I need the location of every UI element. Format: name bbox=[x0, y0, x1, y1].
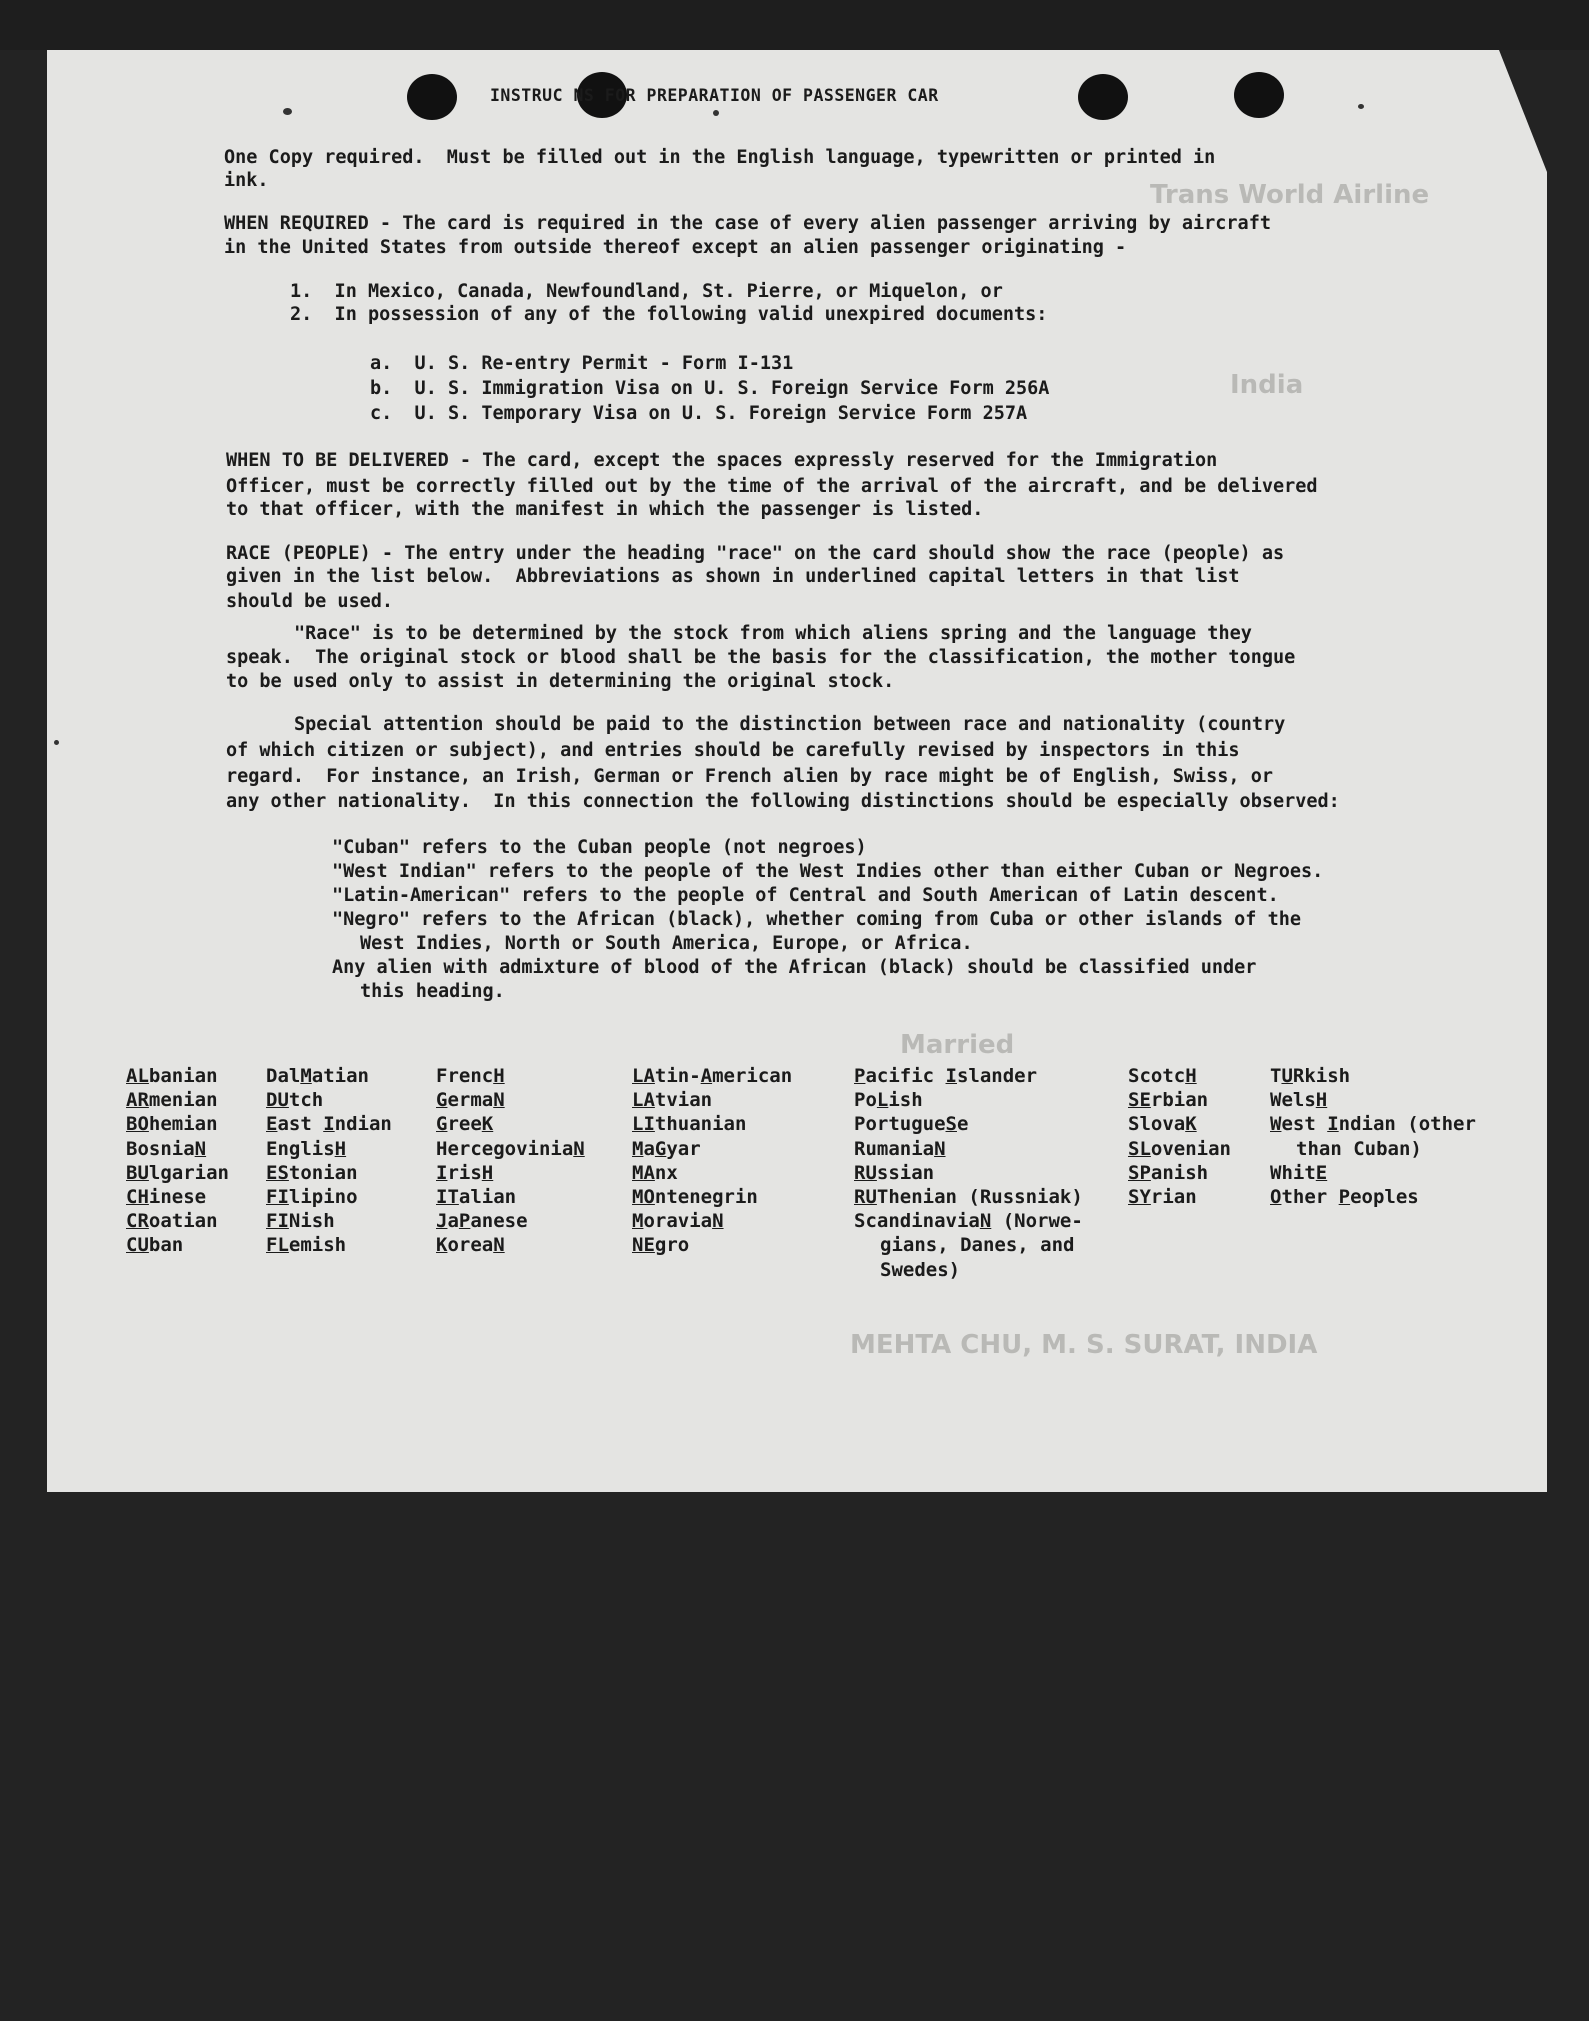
race-entry: GermaN bbox=[436, 1089, 505, 1112]
race-people-line: should be used. bbox=[226, 591, 394, 612]
race-entry: ALbanian bbox=[126, 1065, 218, 1087]
race-entry: ScandinaviaN (Norwe- bbox=[854, 1210, 1083, 1233]
race-entry: HercegoviniaN bbox=[436, 1137, 585, 1160]
distinction-line: this heading. bbox=[360, 981, 505, 1002]
race-entry: TURkish bbox=[1270, 1065, 1351, 1087]
race-people-line: given in the list below. Abbreviations as shown in underlined capital letters in that list bbox=[226, 566, 1240, 587]
race-entry: than Cuban) bbox=[1296, 1137, 1422, 1160]
distinction-line: "Cuban" refers to the Cuban people (not negroes) bbox=[332, 837, 867, 858]
race-entry: MoraviaN bbox=[632, 1210, 724, 1233]
race-entry: BOhemian bbox=[126, 1113, 218, 1136]
bleed-through-text: Trans World Airline bbox=[1150, 180, 1430, 210]
distinctions-list bbox=[332, 836, 1323, 1004]
race-entry: SLovenian bbox=[1128, 1137, 1231, 1160]
race-entry: FLemish bbox=[266, 1234, 347, 1257]
race-entry: ITalian bbox=[436, 1186, 517, 1209]
race-entry: EStonian bbox=[266, 1161, 358, 1184]
race-entry: CHinese bbox=[126, 1186, 207, 1209]
race-entry: RUssian bbox=[854, 1161, 935, 1184]
race-entry: NEgro bbox=[632, 1234, 690, 1257]
race-entry: BUlgarian bbox=[126, 1161, 229, 1184]
race-entry: RUThenian (Russniak) bbox=[854, 1186, 1083, 1209]
race-entry: ScotcH bbox=[1128, 1065, 1197, 1087]
intro-line: One Copy required. Must be filled out in the English language, typewritten or printed in bbox=[224, 147, 1216, 168]
document-item: b. U. S. Immigration Visa on U. S. Foreign Service Form 256A bbox=[370, 378, 1050, 399]
race-column bbox=[632, 1064, 792, 1258]
race-entry: GreeK bbox=[436, 1113, 494, 1136]
race-entry: ARmenian bbox=[126, 1089, 218, 1112]
special-attention-line: any other nationality. In this connection the following distinctions should be especially observed: bbox=[226, 791, 1340, 812]
condition-item: 2. In possession of any of the following valid unexpired documents: bbox=[290, 304, 1048, 325]
race-definition-line: to be used only to assist in determining the original stock. bbox=[226, 671, 895, 692]
race-entry: gians, Danes, and bbox=[880, 1234, 1075, 1257]
race-column bbox=[436, 1064, 585, 1258]
race-entry: DalMatian bbox=[266, 1065, 369, 1087]
race-entry: SPanish bbox=[1128, 1161, 1209, 1184]
scan-background-top bbox=[0, 0, 1589, 50]
bleed-through-text: Married bbox=[900, 1030, 1015, 1060]
race-entry: LIthuanian bbox=[632, 1113, 747, 1136]
race-entry: FIlipino bbox=[266, 1186, 358, 1209]
condition-item: 1. In Mexico, Canada, Newfoundland, St. Pierre, or Miquelon, or bbox=[290, 281, 1003, 302]
distinction-line: "Latin-American" refers to the people of Central and South American of Latin descent. bbox=[332, 885, 1279, 906]
race-entry: MAnx bbox=[632, 1161, 678, 1184]
race-entry: KoreaN bbox=[436, 1234, 505, 1257]
race-entry: SErbian bbox=[1128, 1089, 1209, 1112]
scan-speck bbox=[54, 740, 59, 745]
race-entry: SlovaK bbox=[1128, 1113, 1197, 1136]
race-entry: EnglisH bbox=[266, 1137, 347, 1160]
race-entry: WelsH bbox=[1270, 1089, 1328, 1112]
race-definition-line: "Race" is to be determined by the stock from which aliens spring and the language they bbox=[294, 623, 1252, 644]
scan-speck bbox=[283, 108, 292, 115]
race-entry: IrisH bbox=[436, 1161, 494, 1184]
race-entry: PoLish bbox=[854, 1089, 923, 1112]
when-delivered-line: to that officer, with the manifest in which the passenger is listed. bbox=[226, 499, 984, 520]
bleed-through-text: India bbox=[1230, 370, 1304, 400]
distinction-line: "Negro" refers to the African (black), whether coming from Cuba or other islands of the bbox=[332, 909, 1302, 930]
page-title: INSTRUC NS FOR PREPARATION OF PASSENGER CAR bbox=[490, 86, 939, 105]
race-entry: CRoatian bbox=[126, 1210, 218, 1233]
race-column bbox=[854, 1064, 1083, 1282]
race-people-line: RACE (PEOPLE) - The entry under the heading "race" on the card should show the race (people) as bbox=[226, 543, 1285, 564]
distinction-line: West Indies, North or South America, Europe, or Africa. bbox=[360, 933, 973, 954]
intro-line: ink. bbox=[224, 170, 269, 191]
race-entry: FrencH bbox=[436, 1065, 505, 1087]
race-definition-line: speak. The original stock or blood shall be the basis for the classification, the mother tongue bbox=[226, 647, 1296, 668]
race-entry: FINish bbox=[266, 1210, 335, 1233]
race-entry: DUtch bbox=[266, 1089, 324, 1112]
race-entry: MaGyar bbox=[632, 1137, 701, 1160]
race-entry: Other Peoples bbox=[1270, 1186, 1419, 1209]
race-entry: SYrian bbox=[1128, 1186, 1197, 1209]
race-entry: PortugueSe bbox=[854, 1113, 969, 1136]
when-required-line: WHEN REQUIRED - The card is required in the case of every alien passenger arriving by aircraft bbox=[224, 213, 1271, 234]
race-entry: East Indian bbox=[266, 1113, 392, 1136]
race-column bbox=[126, 1064, 229, 1258]
race-column bbox=[1270, 1064, 1476, 1209]
race-column bbox=[1128, 1064, 1231, 1209]
scan-speck bbox=[1358, 104, 1364, 109]
race-column bbox=[266, 1064, 392, 1258]
race-entry: Pacific Islander bbox=[854, 1065, 1038, 1087]
race-entry: MOntenegrin bbox=[632, 1186, 758, 1209]
race-entry: BosniaN bbox=[126, 1137, 207, 1160]
special-attention-line: regard. For instance, an Irish, German or French alien by race might be of English, Swiss, or bbox=[226, 766, 1273, 787]
distinction-line: "West Indian" refers to the people of the West Indies other than either Cuban or Negroes. bbox=[332, 861, 1324, 882]
bleed-through-text: MEHTA CHU, M. S. SURAT, INDIA bbox=[850, 1330, 1318, 1360]
when-delivered-line: Officer, must be correctly filled out by the time of the arrival of the aircraft, and be delivered bbox=[226, 476, 1318, 497]
special-attention-line: Special attention should be paid to the distinction between race and nationality (country bbox=[294, 714, 1286, 735]
document-item: c. U. S. Temporary Visa on U. S. Foreign Service Form 257A bbox=[370, 403, 1028, 424]
scan-speck bbox=[713, 110, 719, 116]
race-entry: LAtvian bbox=[632, 1089, 713, 1112]
race-entry: JaPanese bbox=[436, 1210, 528, 1233]
race-entry: LAtin-American bbox=[632, 1065, 793, 1087]
race-entry: CUban bbox=[126, 1234, 184, 1257]
when-required-line: in the United States from outside thereof except an alien passenger originating - bbox=[224, 237, 1127, 258]
when-delivered-line: WHEN TO BE DELIVERED - The card, except the spaces expressly reserved for the Immigration bbox=[226, 450, 1218, 471]
punch-hole-left bbox=[407, 74, 457, 120]
race-entry: Swedes) bbox=[880, 1258, 961, 1281]
race-entry: West Indian (other bbox=[1270, 1113, 1476, 1136]
race-entry: WhitE bbox=[1270, 1161, 1328, 1184]
special-attention-line: of which citizen or subject), and entries should be carefully revised by inspectors in this bbox=[226, 740, 1240, 761]
race-entry: RumaniaN bbox=[854, 1137, 946, 1160]
punch-hole-right bbox=[1234, 72, 1284, 118]
distinction-line: Any alien with admixture of blood of the African (black) should be classified under bbox=[332, 957, 1257, 978]
document-item: a. U. S. Re-entry Permit - Form I-131 bbox=[370, 353, 794, 374]
